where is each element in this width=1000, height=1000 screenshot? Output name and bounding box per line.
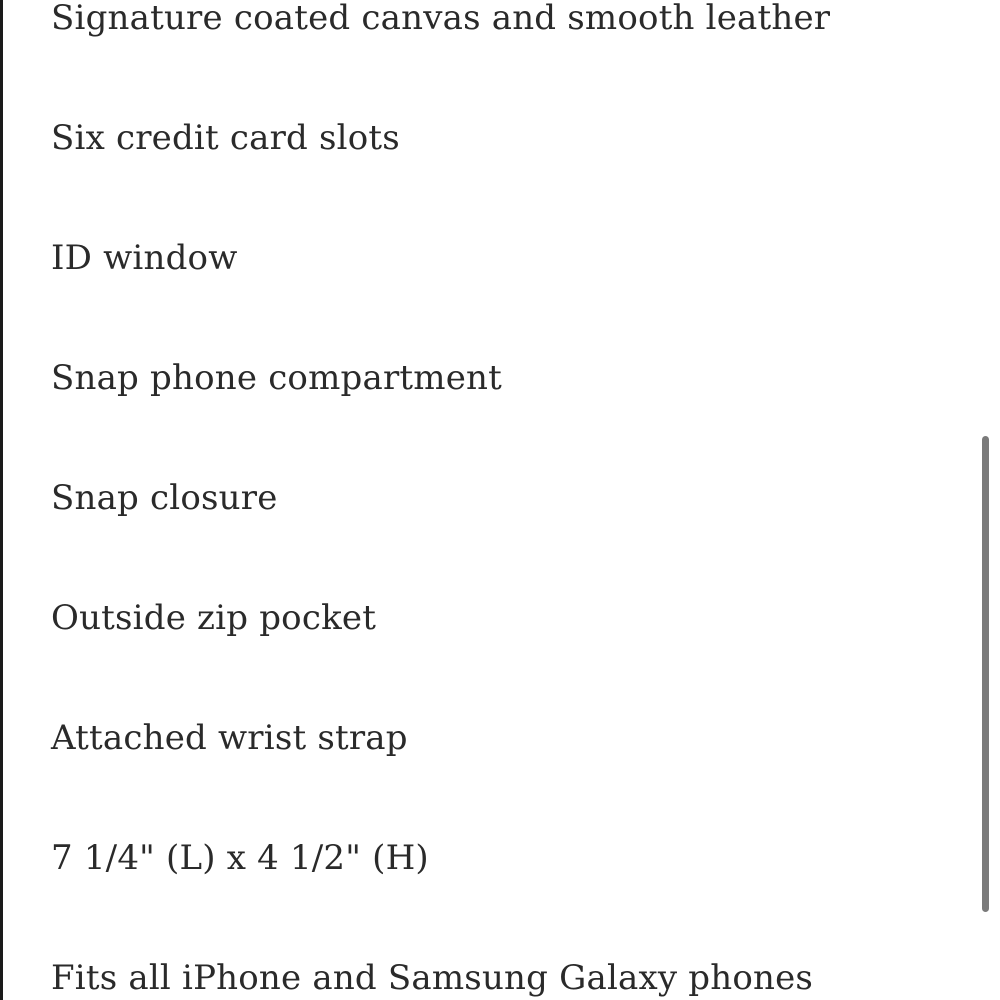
feature-item: Snap phone compartment <box>51 358 503 398</box>
feature-item: Six credit card slots <box>51 118 400 158</box>
feature-item: Attached wrist strap <box>51 718 408 758</box>
left-edge-divider <box>0 0 3 1000</box>
feature-item: Signature coated canvas and smooth leather <box>51 0 831 38</box>
feature-item: 7 1/4" (L) x 4 1/2" (H) <box>51 838 429 878</box>
feature-item: ID window <box>51 238 238 278</box>
feature-item: Outside zip pocket <box>51 598 377 638</box>
feature-item: Snap closure <box>51 478 278 518</box>
vertical-scrollbar[interactable] <box>982 0 990 1000</box>
feature-item: Fits all iPhone and Samsung Galaxy phones <box>51 958 814 998</box>
scrollbar-thumb[interactable] <box>982 436 989 912</box>
